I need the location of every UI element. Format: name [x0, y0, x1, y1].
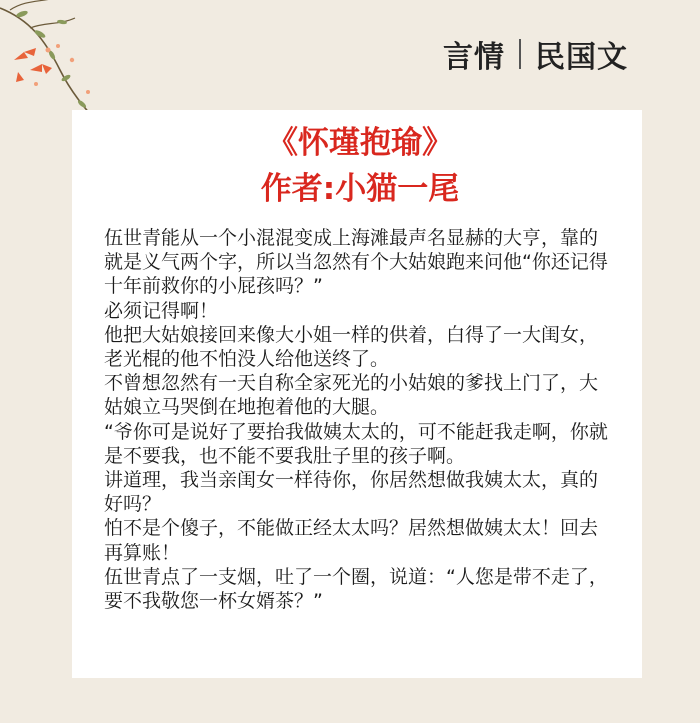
book-title: 《怀瑾抱瑜》	[267, 125, 453, 161]
book-author: 作者:小猫一尾	[260, 171, 460, 207]
synopsis-paragraph: 必须记得啊！	[104, 299, 219, 322]
book-card	[72, 110, 642, 678]
category-label: 言情	[443, 40, 505, 75]
synopsis-paragraph: 伍世青点了一支烟，吐了一个圈，说道：“人您是带不走了，要不我敬您一杯女婿茶？”	[104, 565, 608, 613]
synopsis-paragraph: “爷你可是说好了要抬我做姨太太的，可不能赶我走啊，你就是不要我，也不能不要我肚子里的孩子啊。	[104, 420, 608, 467]
synopsis-paragraph: 伍世青能从一个小混混变成上海滩最声名显赫的大亨，靠的就是义气两个字，所以当忽然有个大姑娘跑来问他“你还记得十年前救你的小屁孩吗？”	[104, 227, 608, 298]
synopsis-paragraph: 讲道理，我当亲闺女一样待你，你居然想做我姨太太，真的好吗？	[104, 469, 599, 516]
synopsis-paragraph: 怕不是个傻子，不能做正经太太吗？居然想做姨太太！回去再算账！	[104, 517, 599, 564]
synopsis-paragraph: 他把大姑娘接回来像大小姐一样的供着，白得了一大闺女，老光棍的他不怕没人给他送终了。	[104, 323, 599, 371]
synopsis-paragraph: 不曾想忽然有一天自称全家死光的小姑娘的爹找上门了，大姑娘立马哭倒在地抱着他的大腿。	[104, 372, 599, 419]
header-divider	[519, 39, 521, 69]
category-header	[443, 32, 628, 76]
synopsis	[104, 226, 616, 613]
subcategory-label: 民国文	[535, 40, 628, 75]
